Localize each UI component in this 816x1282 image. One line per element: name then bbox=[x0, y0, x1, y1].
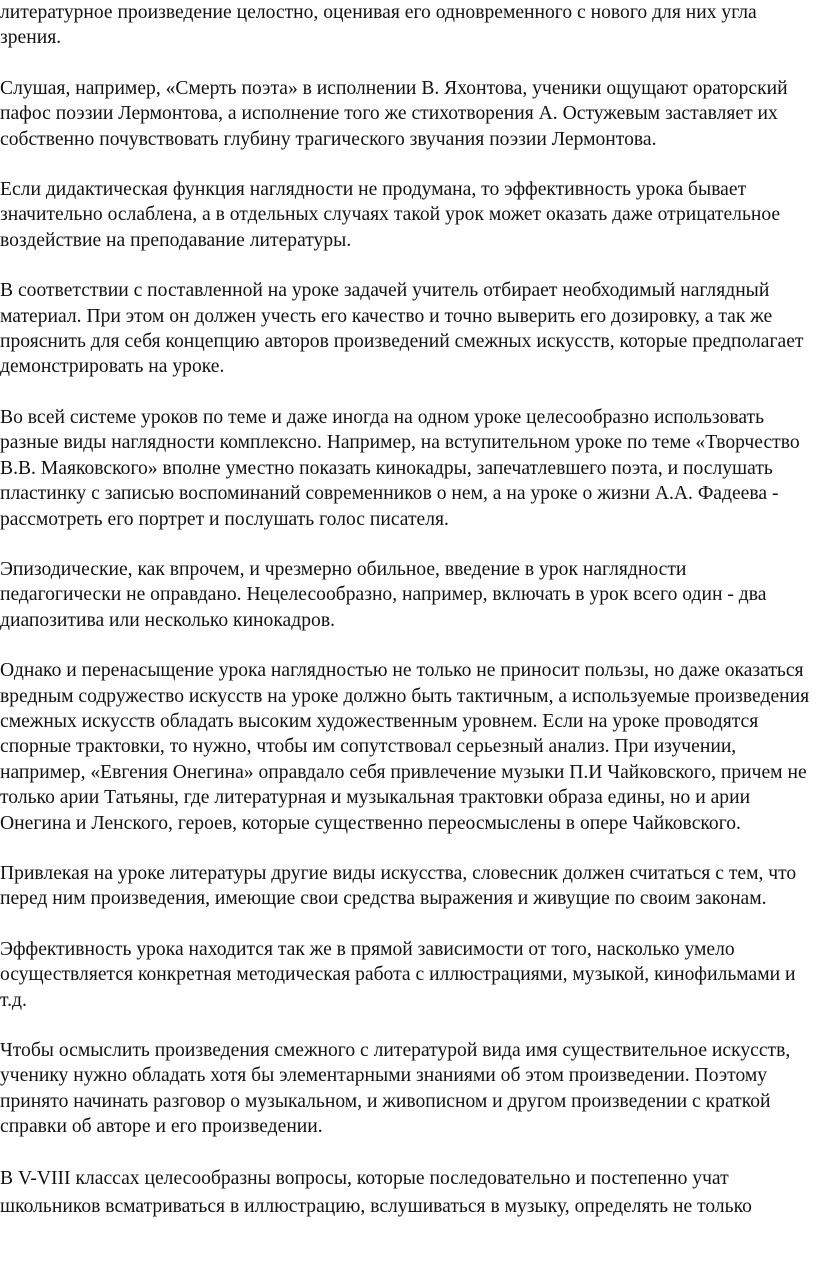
paragraph-10: Чтобы осмыслить произведения смежного с литературой вида имя существительное искусств, ученику нужно обладать хотя бы элементарными знаниями об этом произведении. Поэтому принято начинать разговор о музыкальном, и живописном и другом произведении с краткой справки об авторе и его произведении. bbox=[0, 1040, 791, 1138]
paragraph-6: Эпизодические, как впрочем, и чрезмерно обильное, введение в урок наглядности педагогически не оправдано. Нецелесообразно, например, включать в урок всего один - два диапозитива или несколько кинокадров. bbox=[0, 558, 767, 631]
paragraph-3: Если дидактическая функция наглядности не продумана, то эффективность урока бывает значительно ослаблена, а в отдельных случаях такой урок может оказать даже отрицательное воздействие на преподавание литературы. bbox=[0, 179, 781, 251]
paragraph-7: Однако и перенасыщение урока наглядностью не только не приносит пользы, но даже оказаться вредным содружество искусств на уроке должно быть тактичным, а используемые произведения смежных искусств обладать высоким художественным уровнем. Если на уроке проводятся спорные трактовки, то нужно, чтобы им сопутствовал серьезный анализ. При изучении, например, «Евгения Онегина» оправдало себя привлечение музыки П.И Чайковского, причем не только арии Татьяны, где литературная и музыкальная трактовки образа едины, но и арии Онегина и Ленского, героев, которые существенно переосмыслены в опере Чайковского. bbox=[0, 660, 810, 834]
paragraph-1: литературное произведение целостно, оценивая его одновременного с нового для них угла зрения. bbox=[0, 2, 757, 49]
paragraph-8: Привлекая на уроке литературы другие виды искусства, словесник должен считаться с тем, что перед ним произведения, имеющие свои средства выражения и живущие по своим законам. bbox=[0, 862, 797, 910]
paragraph-4: В соответствии с поставленной на уроке задачей учитель отбирает необходимый наглядный материал. При этом он должен учесть его качество и точно выверить его дозировку, а так же прояснить для себя концепцию авторов произведений смежных искусств, которые предполагает демонстрировать на уроке. bbox=[0, 280, 804, 378]
paragraph-9: Эффективность урока находится так же в прямой зависимости от того, насколько умело осуществляется конкретная методическая работа с иллюстрациями, музыкой, кинофильмами и т.д. bbox=[0, 938, 796, 1011]
paragraph-5: Во всей системе уроков по теме и даже иногда на одном уроке целесообразно использовать разные виды наглядности комплексно. Например, на вступительном уроке по теме «Творчество В.В. Маяковского» вполне уместно показать кинокадры, запечатлевшего поэта, и послушать пластинку с записью воспоминаний современников о нем, а на уроке о жизни А.А. Фадеева - рассмотреть его портрет и послушать голос писателя. bbox=[0, 406, 800, 530]
paragraph-11: В V-VIII классах целесообразны вопросы, которые последовательно и постепенно учат школьников всматриваться в иллюстрацию, вслушиваться в музыку, определять не только bbox=[0, 1167, 752, 1217]
paragraph-2: Слушая, например, «Смерть поэта» в исполнении В. Яхонтова, ученики ощущают ораторский пафос поэзии Лермонтова, а исполнение того же стихотворения А. Остужевым заставляет их собственно почувствовать глубину трагического звучания поэзии Лермонтова. bbox=[0, 77, 788, 150]
